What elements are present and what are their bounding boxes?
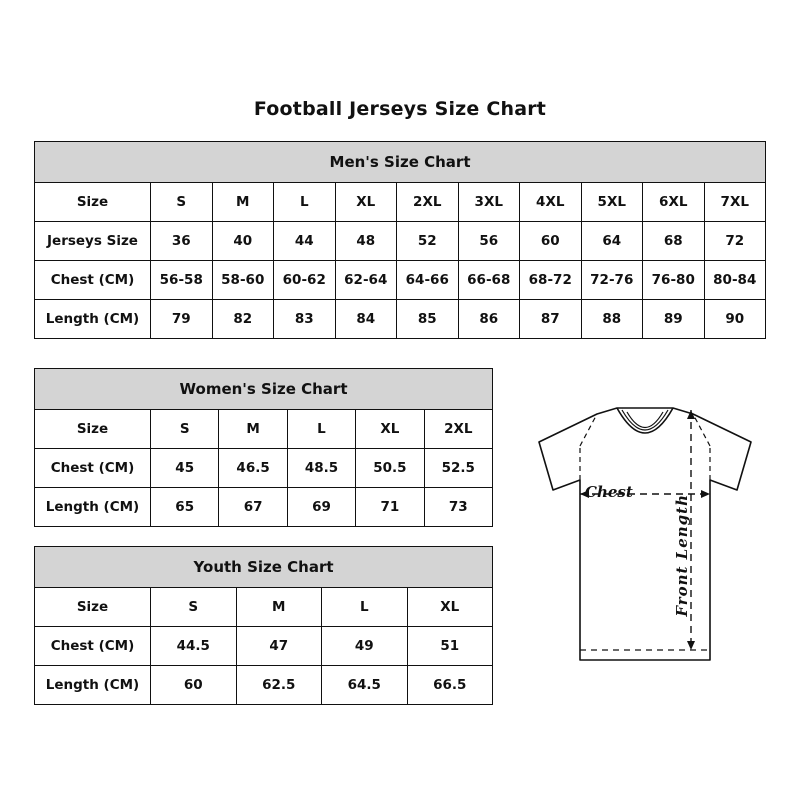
youth-size-chart <box>34 546 493 705</box>
table-cell: 64 <box>581 222 643 261</box>
table-cell: M <box>212 183 274 222</box>
table-section-header-row <box>35 369 493 410</box>
table-cell: 52.5 <box>424 449 492 488</box>
mens-size-table <box>34 141 766 339</box>
table-cell: 5XL <box>581 183 643 222</box>
row-label: Size <box>35 410 151 449</box>
table-row <box>35 410 493 449</box>
table-cell: 73 <box>424 488 492 527</box>
table-cell: 86 <box>458 300 520 339</box>
table-cell: 66.5 <box>407 666 493 705</box>
table-cell: 66-68 <box>458 261 520 300</box>
table-cell: 2XL <box>424 410 492 449</box>
table-cell: 83 <box>274 300 336 339</box>
table-cell: 7XL <box>704 183 766 222</box>
front-length-measure-label: Front Length <box>673 494 691 617</box>
table-cell: 48 <box>335 222 397 261</box>
page-title: Football Jerseys Size Chart <box>253 98 547 120</box>
table-cell: 85 <box>397 300 459 339</box>
table-cell: 47 <box>236 627 322 666</box>
table-cell: 36 <box>151 222 213 261</box>
table-cell: 48.5 <box>287 449 355 488</box>
table-cell: 62-64 <box>335 261 397 300</box>
row-label: Chest (CM) <box>35 261 151 300</box>
table-row <box>35 588 493 627</box>
table-cell: 76-80 <box>643 261 705 300</box>
youth-size-table <box>34 546 493 705</box>
table-cell: 69 <box>287 488 355 527</box>
row-label: Length (CM) <box>35 488 151 527</box>
table-row <box>35 488 493 527</box>
table-cell: 49 <box>322 627 408 666</box>
table-cell: 89 <box>643 300 705 339</box>
table-cell: L <box>322 588 408 627</box>
mens-size-chart <box>34 141 766 339</box>
womens-section-title: Women's Size Chart <box>35 369 493 410</box>
table-cell: 60-62 <box>274 261 336 300</box>
table-cell: 46.5 <box>219 449 287 488</box>
table-cell: 2XL <box>397 183 459 222</box>
jersey-measurement-diagram <box>505 398 785 688</box>
table-section-header-row <box>35 142 766 183</box>
table-cell: 62.5 <box>236 666 322 705</box>
row-label: Length (CM) <box>35 300 151 339</box>
chest-measure-label: Chest <box>585 483 633 501</box>
table-cell: 68 <box>643 222 705 261</box>
table-cell: L <box>274 183 336 222</box>
table-cell: S <box>151 183 213 222</box>
row-label: Size <box>35 183 151 222</box>
table-cell: 44.5 <box>151 627 237 666</box>
table-cell: 71 <box>356 488 424 527</box>
table-cell: XL <box>407 588 493 627</box>
table-cell: 79 <box>151 300 213 339</box>
table-row <box>35 183 766 222</box>
table-cell: M <box>219 410 287 449</box>
table-cell: 40 <box>212 222 274 261</box>
jersey-outline-icon <box>505 398 785 688</box>
table-cell: 56 <box>458 222 520 261</box>
table-row <box>35 449 493 488</box>
table-cell: L <box>287 410 355 449</box>
table-cell: 56-58 <box>151 261 213 300</box>
table-cell: 90 <box>704 300 766 339</box>
table-row <box>35 261 766 300</box>
table-cell: 84 <box>335 300 397 339</box>
table-cell: 4XL <box>520 183 582 222</box>
table-section-header-row <box>35 547 493 588</box>
table-cell: 72-76 <box>581 261 643 300</box>
table-cell: 6XL <box>643 183 705 222</box>
table-row <box>35 300 766 339</box>
table-row <box>35 627 493 666</box>
row-label: Size <box>35 588 151 627</box>
table-cell: 60 <box>151 666 237 705</box>
womens-size-chart <box>34 368 493 527</box>
table-cell: XL <box>356 410 424 449</box>
table-cell: 87 <box>520 300 582 339</box>
table-cell: 64.5 <box>322 666 408 705</box>
table-cell: 88 <box>581 300 643 339</box>
table-cell: S <box>151 410 219 449</box>
table-cell: 64-66 <box>397 261 459 300</box>
mens-section-title: Men's Size Chart <box>35 142 766 183</box>
table-cell: 65 <box>151 488 219 527</box>
table-cell: 67 <box>219 488 287 527</box>
row-label: Jerseys Size <box>35 222 151 261</box>
table-cell: S <box>151 588 237 627</box>
table-cell: 52 <box>397 222 459 261</box>
table-cell: XL <box>335 183 397 222</box>
table-cell: 82 <box>212 300 274 339</box>
table-cell: 80-84 <box>704 261 766 300</box>
table-cell: 58-60 <box>212 261 274 300</box>
table-cell: 51 <box>407 627 493 666</box>
table-row <box>35 666 493 705</box>
table-cell: 72 <box>704 222 766 261</box>
table-cell: 44 <box>274 222 336 261</box>
table-row <box>35 222 766 261</box>
youth-section-title: Youth Size Chart <box>35 547 493 588</box>
table-cell: 60 <box>520 222 582 261</box>
row-label: Length (CM) <box>35 666 151 705</box>
table-cell: 3XL <box>458 183 520 222</box>
row-label: Chest (CM) <box>35 627 151 666</box>
row-label: Chest (CM) <box>35 449 151 488</box>
table-cell: 45 <box>151 449 219 488</box>
table-cell: 50.5 <box>356 449 424 488</box>
table-cell: M <box>236 588 322 627</box>
table-cell: 68-72 <box>520 261 582 300</box>
womens-size-table <box>34 368 493 527</box>
